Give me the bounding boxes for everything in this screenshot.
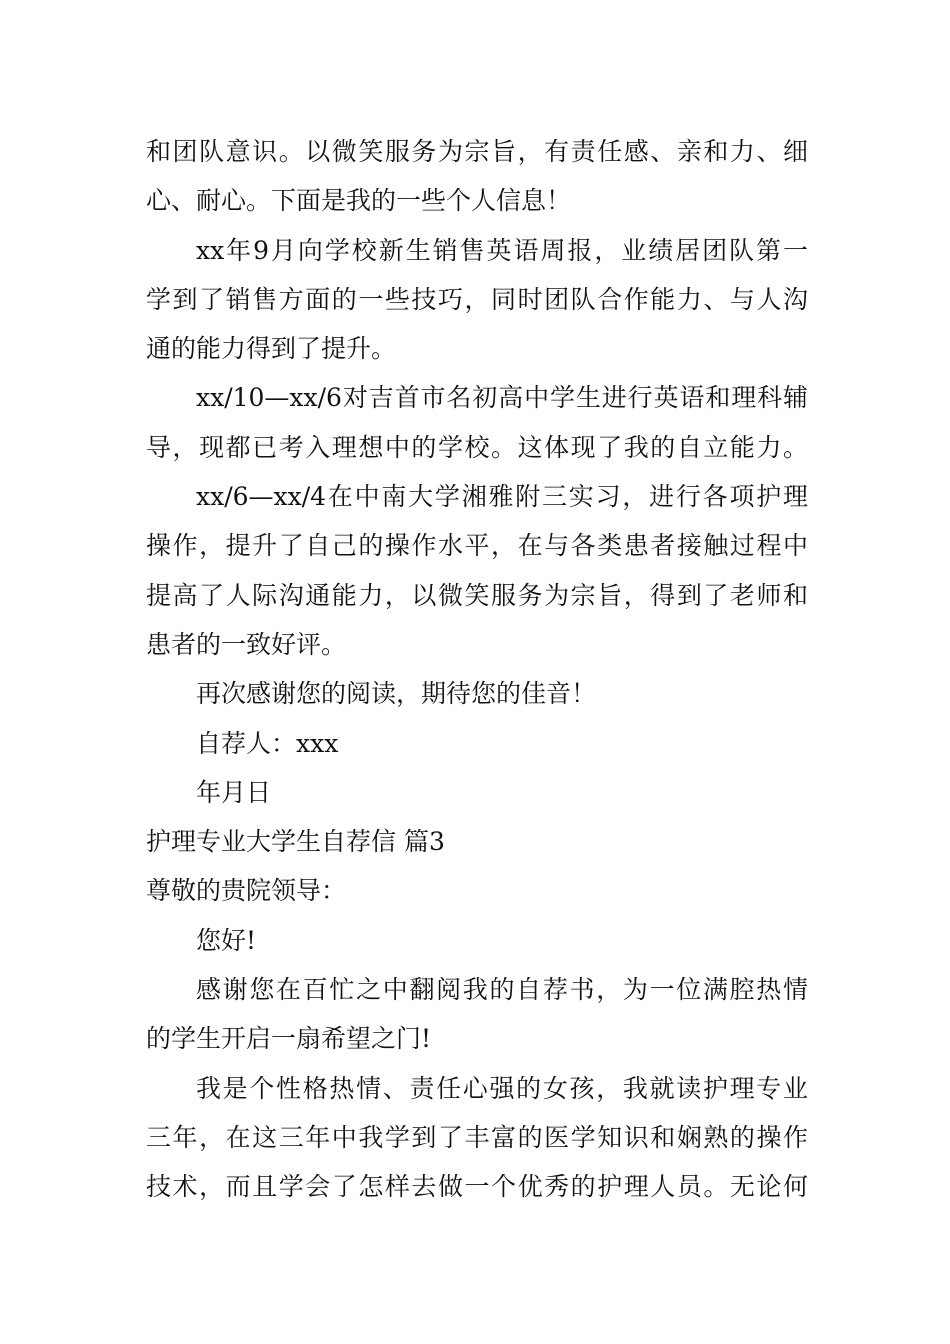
text-line: 技术，而且学会了怎样去做一个优秀的护理人员。无论何 (146, 1172, 808, 1202)
salutation: 尊敬的贵院领导： (146, 876, 347, 906)
text-line: 通的能力得到了提升。 (146, 334, 397, 364)
text-line: 提高了人际沟通能力，以微笑服务为宗旨，得到了老师和 (146, 580, 808, 610)
text-line: 操作，提升了自己的操作水平，在与各类患者接触过程中 (146, 531, 808, 561)
text-line: 再次感谢您的阅读，期待您的佳音！ (196, 679, 597, 709)
text-line: 三年，在这三年中我学到了丰富的医学知识和娴熟的操作 (146, 1122, 808, 1152)
text-line: 我是个性格热情、责任心强的女孩，我就读护理专业 (196, 1073, 808, 1103)
text-line: xx/6—xx/4在中南大学湘雅附三实习，进行各项护理 (196, 482, 808, 512)
greeting: 您好! (196, 925, 257, 955)
text-line: 患者的一致好评。 (146, 629, 347, 659)
text-line: 学到了销售方面的一些技巧，同时团队合作能力、与人沟 (146, 284, 808, 314)
date-line: 年月日 (196, 777, 272, 807)
section-title: 护理专业大学生自荐信 篇3 (146, 827, 445, 857)
text-line: xx年9月向学校新生销售英语周报，业绩居团队第一 (196, 235, 808, 265)
signature-line: 自荐人：xxx (196, 728, 339, 758)
text-line: 导，现都已考入理想中的学校。这体现了我的自立能力。 (146, 432, 808, 462)
text-line: 感谢您在百忙之中翻阅我的自荐书，为一位满腔热情 (196, 975, 808, 1005)
text-line: 和团队意识。以微笑服务为宗旨，有责任感、亲和力、细 (146, 137, 808, 166)
text-line: xx/10—xx/6对吉首市名初高中学生进行英语和理科辅 (196, 383, 808, 413)
text-line: 心、耐心。下面是我的一些个人信息！ (146, 186, 572, 216)
document-body (146, 127, 808, 1212)
text-line: 的学生开启一扇希望之门! (146, 1024, 432, 1054)
